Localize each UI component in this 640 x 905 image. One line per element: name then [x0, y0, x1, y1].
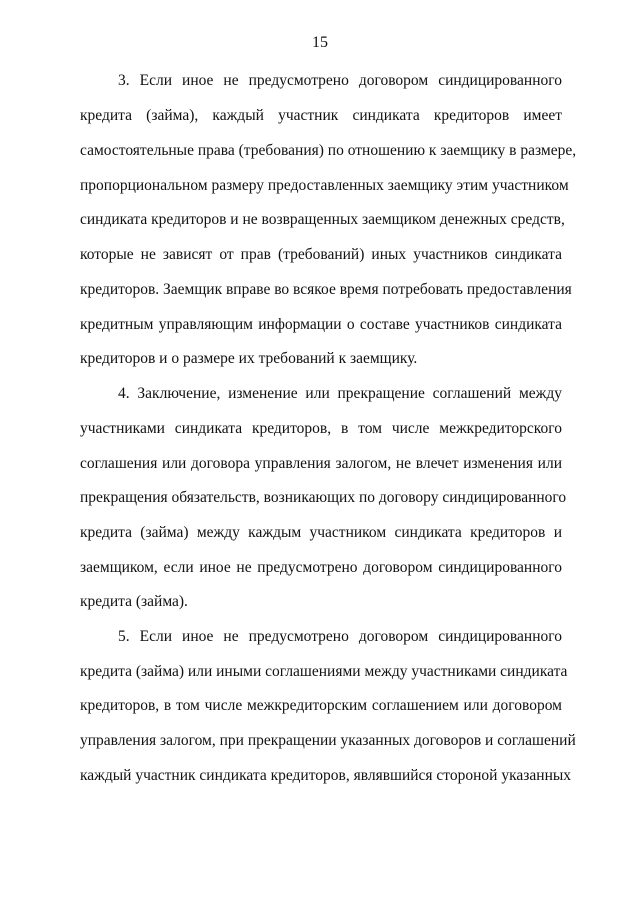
text-line: управления залогом, при прекращении указанных договоров и соглашений	[80, 732, 576, 749]
text-line: кредиторов и о размере их требований к заемщику.	[80, 350, 418, 367]
text-line: кредита (займа).	[80, 593, 188, 610]
text-line: каждый участник синдиката кредиторов, являвшийся стороной указанных	[80, 767, 572, 784]
text-line: синдиката кредиторов и не возвращенных заемщиком денежных средств,	[80, 211, 565, 228]
text-line: кредиторов, в том числе межкредиторским соглашением или договором	[80, 697, 562, 714]
text-line: самостоятельные права (требования) по отношению к заемщику в размере,	[80, 142, 577, 159]
text-line: кредиторов. Заемщик вправе во всякое время потребовать предоставления	[80, 281, 572, 298]
text-line: кредита (займа) между каждым участником синдиката кредиторов и	[80, 524, 562, 541]
text-line: участниками синдиката кредиторов, в том числе межкредиторского	[80, 420, 562, 437]
text-line: 3. Если иное не предусмотрено договором синдицированного	[118, 72, 562, 89]
page-number: 15	[312, 34, 328, 51]
text-line: заемщиком, если иное не предусмотрено договором синдицированного	[80, 559, 562, 576]
text-line: 5. Если иное не предусмотрено договором синдицированного	[118, 628, 562, 645]
text-line: которые не зависят от прав (требований) иных участников синдиката	[80, 246, 562, 263]
text-line: 4. Заключение, изменение или прекращение соглашений между	[118, 385, 562, 402]
text-line: кредита (займа), каждый участник синдиката кредиторов имеет	[80, 107, 562, 124]
text-line: кредитным управляющим информации о составе участников синдиката	[80, 316, 562, 333]
text-line: прекращения обязательств, возникающих по договору синдицированного	[80, 489, 567, 506]
text-line: кредита (займа) или иными соглашениями между участниками синдиката	[80, 663, 568, 680]
text-line: пропорциональном размеру предоставленных заемщику этим участником	[80, 177, 569, 194]
text-line: соглашения или договора управления залогом, не влечет изменения или	[80, 455, 562, 472]
